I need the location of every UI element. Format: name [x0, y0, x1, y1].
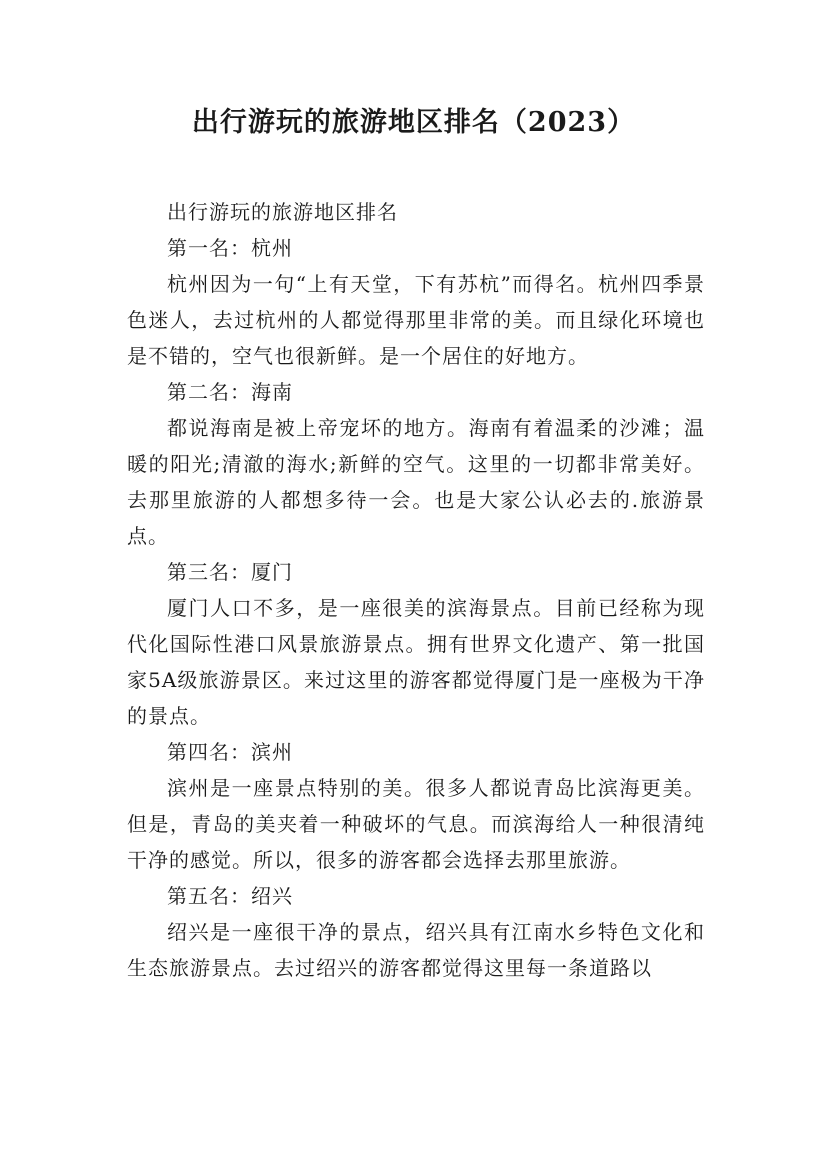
- section-text-1: 杭州因为一句“上有天堂，下有苏杭”而得名。杭州四季景色迷人，去过杭州的人都觉得那里非常的美。而且绿化环境也是不错的，空气也很新鲜。是一个居住的好地方。: [127, 272, 705, 368]
- section-text-3: 厦门人口不多，是一座很美的滨海景点。目前已经称为现代化国际性港口风景旅游景点。拥有世界文化遗产、第一批国家5A级旅游景区。来过这里的游客都觉得厦门是一座极为干净的景点。: [127, 596, 705, 728]
- document-body: [127, 194, 705, 986]
- section-heading-1: 第一名：杭州: [167, 236, 293, 260]
- section-text-2: 都说海南是被上帝宠坏的地方。海南有着温柔的沙滩；温暖的阳光;清澈的海水;新鲜的空气。这里的一切都非常美好。去那里旅游的人都想多待一会。也是大家公认必去的.旅游景点。: [127, 416, 705, 548]
- section-heading-4: 第四名：滨州: [167, 740, 293, 764]
- section-heading-3: 第三名：厦门: [167, 560, 293, 584]
- section-heading-2: 第二名：海南: [167, 380, 293, 404]
- section-text-5: 绍兴是一座很干净的景点，绍兴具有江南水乡特色文化和生态旅游景点。去过绍兴的游客都觉得这里每一条道路以: [127, 920, 705, 980]
- section-heading-5: 第五名：绍兴: [167, 884, 293, 908]
- document-title: 出行游玩的旅游地区排名（2023）: [191, 107, 636, 138]
- section-text-4: 滨州是一座景点特别的美。很多人都说青岛比滨海更美。但是，青岛的美夹着一种破坏的气息。而滨海给人一种很清纯干净的感觉。所以，很多的游客都会选择去那里旅游。: [127, 776, 705, 872]
- intro-line: 出行游玩的旅游地区排名: [167, 200, 398, 224]
